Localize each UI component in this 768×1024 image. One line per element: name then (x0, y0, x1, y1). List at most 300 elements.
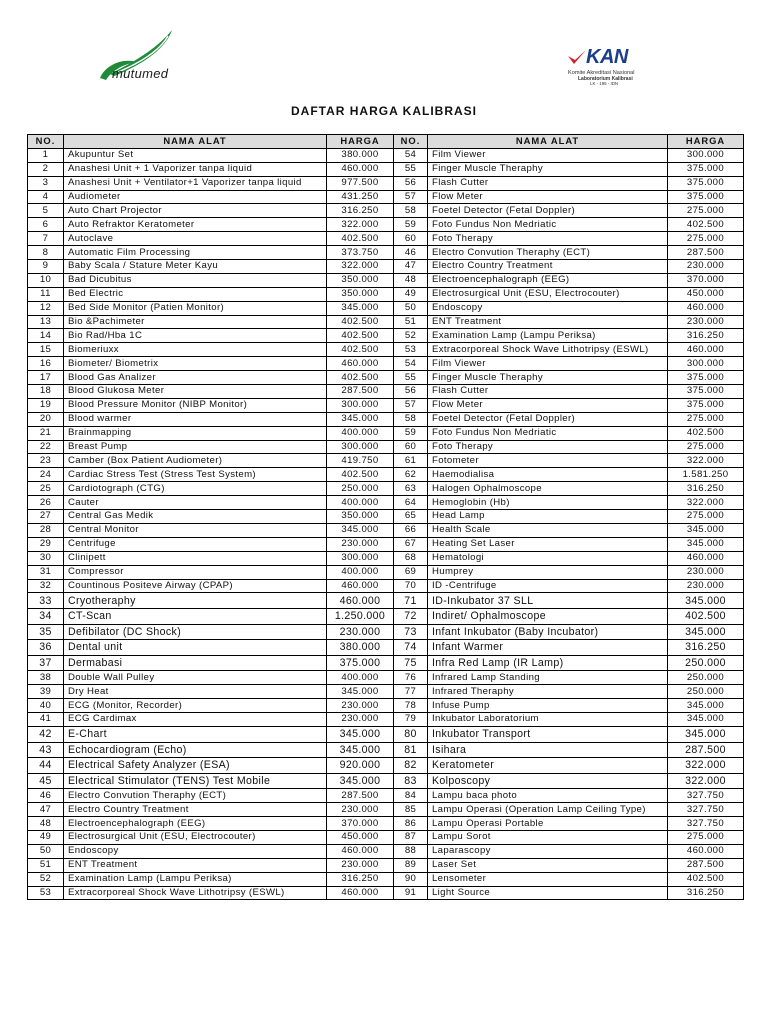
table-row (28, 176, 744, 190)
row-price-2: 327.750 (668, 817, 744, 831)
table-row (28, 671, 744, 685)
row-no: 22 (28, 440, 64, 454)
row-price-2: 460.000 (668, 343, 744, 357)
table-row (28, 440, 744, 454)
row-no: 7 (28, 232, 64, 246)
row-no: 9 (28, 260, 64, 274)
row-item-name: Bed Electric (64, 287, 327, 301)
row-no: 17 (28, 371, 64, 385)
row-no-2: 57 (394, 190, 428, 204)
table-row (28, 371, 744, 385)
row-price-2: 275.000 (668, 830, 744, 844)
row-price: 460.000 (327, 162, 394, 176)
row-item-name: Endoscopy (64, 844, 327, 858)
table-row (28, 579, 744, 593)
row-no-2: 83 (394, 773, 428, 789)
row-no-2: 61 (394, 454, 428, 468)
row-no: 18 (28, 385, 64, 399)
table-row (28, 537, 744, 551)
table-row (28, 315, 744, 329)
row-item-name-2: Inkubator Transport (428, 726, 668, 742)
row-price-2: 375.000 (668, 162, 744, 176)
row-item-name-2: Electro Convution Theraphy (ECT) (428, 246, 668, 260)
row-price-2: 230.000 (668, 315, 744, 329)
row-no: 51 (28, 858, 64, 872)
header-price: HARGA (327, 135, 394, 149)
table-row (28, 273, 744, 287)
row-price-2: 1.581.250 (668, 468, 744, 482)
row-item-name: Blood warmer (64, 412, 327, 426)
table-row (28, 301, 744, 315)
kan-lab-label: Laboratorium Kalibrasi (578, 76, 633, 82)
row-price-2: 345.000 (668, 726, 744, 742)
row-item-name-2: Laser Set (428, 858, 668, 872)
row-price-2: 402.500 (668, 218, 744, 232)
row-no: 44 (28, 758, 64, 774)
row-price: 380.000 (327, 640, 394, 656)
row-price: 230.000 (327, 713, 394, 727)
row-no: 8 (28, 246, 64, 260)
row-item-name: Electrosurgical Unit (ESU, Electrocouter) (64, 830, 327, 844)
table-row (28, 858, 744, 872)
row-no-2: 67 (394, 537, 428, 551)
row-no: 26 (28, 496, 64, 510)
header-no: NO. (28, 135, 64, 149)
row-price-2: 300.000 (668, 148, 744, 162)
table-row (28, 496, 744, 510)
row-item-name: ECG (Monitor, Recorder) (64, 699, 327, 713)
row-no-2: 84 (394, 789, 428, 803)
row-price-2: 230.000 (668, 260, 744, 274)
table-row (28, 357, 744, 371)
row-item-name-2: Lampu Sorot (428, 830, 668, 844)
kan-logo (566, 46, 656, 86)
row-price-2: 230.000 (668, 565, 744, 579)
row-item-name-2: Infuse Pump (428, 699, 668, 713)
row-item-name: Breast Pump (64, 440, 327, 454)
row-no: 35 (28, 624, 64, 640)
row-item-name: Automatic Film Processing (64, 246, 327, 260)
row-item-name: Central Monitor (64, 523, 327, 537)
row-price: 322.000 (327, 218, 394, 232)
row-item-name: Auto Refraktor Keratometer (64, 218, 327, 232)
table-row (28, 190, 744, 204)
row-item-name-2: Inkubator Laboratorium (428, 713, 668, 727)
table-row (28, 803, 744, 817)
row-item-name-2: Laparascopy (428, 844, 668, 858)
row-price-2: 402.500 (668, 426, 744, 440)
row-item-name: Cauter (64, 496, 327, 510)
row-no-2: 59 (394, 426, 428, 440)
table-row (28, 385, 744, 399)
header-name: NAMA ALAT (64, 135, 327, 149)
row-price: 230.000 (327, 803, 394, 817)
table-row (28, 218, 744, 232)
row-price-2: 345.000 (668, 523, 744, 537)
row-price-2: 230.000 (668, 579, 744, 593)
kan-check-icon (566, 48, 588, 70)
row-no: 40 (28, 699, 64, 713)
row-price: 375.000 (327, 655, 394, 671)
row-no-2: 48 (394, 273, 428, 287)
row-item-name-2: Flow Meter (428, 190, 668, 204)
row-item-name-2: Infant Inkubator (Baby Incubator) (428, 624, 668, 640)
row-price: 230.000 (327, 858, 394, 872)
row-no: 52 (28, 872, 64, 886)
row-no: 34 (28, 608, 64, 624)
row-price: 345.000 (327, 685, 394, 699)
row-item-name-2: Lensometer (428, 872, 668, 886)
row-item-name: Blood Glukosa Meter (64, 385, 327, 399)
row-item-name-2: Foto Therapy (428, 232, 668, 246)
row-item-name-2: Haemodialisa (428, 468, 668, 482)
row-item-name: Dermabasi (64, 655, 327, 671)
row-no: 48 (28, 817, 64, 831)
row-price: 345.000 (327, 301, 394, 315)
row-item-name-2: Flow Meter (428, 398, 668, 412)
row-price-2: 345.000 (668, 624, 744, 640)
row-item-name-2: Infra Red Lamp (IR Lamp) (428, 655, 668, 671)
row-no: 2 (28, 162, 64, 176)
row-price-2: 327.750 (668, 803, 744, 817)
kan-lab-code: LK - 195 - IDN (590, 81, 619, 86)
row-item-name: Double Wall Pulley (64, 671, 327, 685)
table-row (28, 685, 744, 699)
row-price: 287.500 (327, 385, 394, 399)
row-item-name-2: Finger Muscle Theraphy (428, 162, 668, 176)
row-item-name-2: ENT Treatment (428, 315, 668, 329)
row-price-2: 322.000 (668, 454, 744, 468)
row-no-2: 80 (394, 726, 428, 742)
table-row (28, 343, 744, 357)
row-no: 23 (28, 454, 64, 468)
row-item-name-2: Electro Country Treatment (428, 260, 668, 274)
row-price: 345.000 (327, 523, 394, 537)
row-price: 350.000 (327, 287, 394, 301)
price-table (27, 134, 744, 900)
row-item-name-2: Film Viewer (428, 357, 668, 371)
row-item-name: Brainmapping (64, 426, 327, 440)
row-price: 460.000 (327, 357, 394, 371)
row-no-2: 56 (394, 176, 428, 190)
row-price-2: 287.500 (668, 246, 744, 260)
row-no-2: 54 (394, 148, 428, 162)
row-price-2: 375.000 (668, 398, 744, 412)
row-item-name-2: Flash Cutter (428, 385, 668, 399)
row-price: 350.000 (327, 273, 394, 287)
row-no-2: 76 (394, 671, 428, 685)
row-item-name: Cardiac Stress Test (Stress Test System) (64, 468, 327, 482)
table-header-row (28, 135, 744, 149)
row-no-2: 54 (394, 357, 428, 371)
row-price: 316.250 (327, 872, 394, 886)
row-price: 431.250 (327, 190, 394, 204)
row-price: 400.000 (327, 426, 394, 440)
row-price: 402.500 (327, 232, 394, 246)
row-no-2: 56 (394, 385, 428, 399)
row-price-2: 275.000 (668, 412, 744, 426)
page-title: DAFTAR HARGA KALIBRASI (291, 104, 477, 118)
row-item-name-2: Light Source (428, 886, 668, 900)
row-price-2: 275.000 (668, 204, 744, 218)
table-body (28, 148, 744, 900)
row-no-2: 50 (394, 301, 428, 315)
row-item-name: Audiometer (64, 190, 327, 204)
table-row (28, 624, 744, 640)
row-item-name: Electrical Safety Analyzer (ESA) (64, 758, 327, 774)
row-price: 373.750 (327, 246, 394, 260)
row-price-2: 402.500 (668, 608, 744, 624)
row-no: 3 (28, 176, 64, 190)
row-item-name: Cardiotograph (CTG) (64, 482, 327, 496)
row-item-name: Akupuntur Set (64, 148, 327, 162)
table-row (28, 830, 744, 844)
row-no-2: 75 (394, 655, 428, 671)
table-row (28, 742, 744, 758)
row-item-name-2: Head Lamp (428, 510, 668, 524)
row-price: 300.000 (327, 398, 394, 412)
row-item-name: Dental unit (64, 640, 327, 656)
row-no-2: 87 (394, 830, 428, 844)
table-row (28, 204, 744, 218)
row-item-name-2: Lampu baca photo (428, 789, 668, 803)
row-no-2: 46 (394, 246, 428, 260)
table-row (28, 565, 744, 579)
row-item-name-2: Infrared Theraphy (428, 685, 668, 699)
row-price: 322.000 (327, 260, 394, 274)
row-no: 5 (28, 204, 64, 218)
row-no-2: 53 (394, 343, 428, 357)
row-no-2: 85 (394, 803, 428, 817)
row-item-name: Auto Chart Projector (64, 204, 327, 218)
table-row (28, 655, 744, 671)
row-price-2: 402.500 (668, 872, 744, 886)
row-price: 402.500 (327, 343, 394, 357)
row-no: 25 (28, 482, 64, 496)
row-no: 43 (28, 742, 64, 758)
row-no-2: 86 (394, 817, 428, 831)
row-item-name-2: Halogen Ophalmoscope (428, 482, 668, 496)
row-item-name-2: Lampu Operasi (Operation Lamp Ceiling Type) (428, 803, 668, 817)
row-price: 460.000 (327, 886, 394, 900)
table-row (28, 773, 744, 789)
table-row (28, 758, 744, 774)
row-item-name-2: Infrared Lamp Standing (428, 671, 668, 685)
row-item-name: Bed Side Monitor (Patien Monitor) (64, 301, 327, 315)
header-name-2: NAMA ALAT (428, 135, 668, 149)
table-row (28, 260, 744, 274)
mutumed-logo (96, 28, 206, 84)
table-row (28, 426, 744, 440)
table-row (28, 593, 744, 609)
row-no: 19 (28, 398, 64, 412)
table-row (28, 608, 744, 624)
row-item-name: Blood Gas Analizer (64, 371, 327, 385)
row-no-2: 90 (394, 872, 428, 886)
row-no: 30 (28, 551, 64, 565)
row-price-2: 375.000 (668, 371, 744, 385)
row-price-2: 316.250 (668, 482, 744, 496)
row-no-2: 64 (394, 496, 428, 510)
row-price-2: 316.250 (668, 640, 744, 656)
row-price-2: 375.000 (668, 385, 744, 399)
row-no-2: 49 (394, 287, 428, 301)
row-price: 345.000 (327, 742, 394, 758)
row-no: 47 (28, 803, 64, 817)
row-price-2: 322.000 (668, 496, 744, 510)
row-price: 402.500 (327, 371, 394, 385)
row-price: 400.000 (327, 496, 394, 510)
row-item-name: Clinipett (64, 551, 327, 565)
table-row (28, 699, 744, 713)
kan-subtitle: Komite Akreditasi Nasional (568, 70, 635, 76)
row-no: 16 (28, 357, 64, 371)
row-no: 21 (28, 426, 64, 440)
mutumed-wordmark: mutumed (112, 66, 169, 81)
row-item-name: E-Chart (64, 726, 327, 742)
row-item-name: Extracorporeal Shock Wave Lithotripsy (ESWL) (64, 886, 327, 900)
row-no-2: 88 (394, 844, 428, 858)
row-item-name-2: Foto Fundus Non Medriatic (428, 218, 668, 232)
row-price-2: 345.000 (668, 713, 744, 727)
row-price: 316.250 (327, 204, 394, 218)
row-item-name-2: Indiret/ Ophalmoscope (428, 608, 668, 624)
row-price: 1.250.000 (327, 608, 394, 624)
row-item-name: Camber (Box Patient Audiometer) (64, 454, 327, 468)
row-no: 46 (28, 789, 64, 803)
row-price-2: 275.000 (668, 232, 744, 246)
row-no-2: 60 (394, 232, 428, 246)
row-item-name-2: ID-Inkubator 37 SLL (428, 593, 668, 609)
row-no-2: 58 (394, 204, 428, 218)
row-no: 31 (28, 565, 64, 579)
row-item-name-2: Foto Fundus Non Medriatic (428, 426, 668, 440)
row-no-2: 79 (394, 713, 428, 727)
row-price: 460.000 (327, 593, 394, 609)
row-no-2: 77 (394, 685, 428, 699)
row-no: 6 (28, 218, 64, 232)
row-no-2: 47 (394, 260, 428, 274)
row-item-name-2: Kolposcopy (428, 773, 668, 789)
row-price-2: 450.000 (668, 287, 744, 301)
table-row (28, 329, 744, 343)
row-item-name-2: Foto Therapy (428, 440, 668, 454)
row-no-2: 66 (394, 523, 428, 537)
row-item-name: Bio Rad/Hba 1C (64, 329, 327, 343)
row-item-name-2: Fotometer (428, 454, 668, 468)
row-item-name: Biometer/ Biometrix (64, 357, 327, 371)
row-price: 287.500 (327, 789, 394, 803)
table-row (28, 482, 744, 496)
row-item-name: Defibilator (DC Shock) (64, 624, 327, 640)
row-no-2: 91 (394, 886, 428, 900)
row-price-2: 300.000 (668, 357, 744, 371)
row-price-2: 250.000 (668, 685, 744, 699)
row-no-2: 55 (394, 162, 428, 176)
row-price: 345.000 (327, 412, 394, 426)
row-no: 24 (28, 468, 64, 482)
row-price-2: 250.000 (668, 671, 744, 685)
row-no: 14 (28, 329, 64, 343)
row-no: 42 (28, 726, 64, 742)
row-no-2: 57 (394, 398, 428, 412)
row-item-name-2: Humprey (428, 565, 668, 579)
row-no: 1 (28, 148, 64, 162)
row-no-2: 70 (394, 579, 428, 593)
row-price: 920.000 (327, 758, 394, 774)
table-row (28, 726, 744, 742)
row-no-2: 78 (394, 699, 428, 713)
row-price: 230.000 (327, 537, 394, 551)
row-price-2: 345.000 (668, 537, 744, 551)
table-row (28, 232, 744, 246)
row-no: 38 (28, 671, 64, 685)
row-price-2: 345.000 (668, 699, 744, 713)
row-price: 460.000 (327, 844, 394, 858)
row-no: 27 (28, 510, 64, 524)
row-price: 460.000 (327, 579, 394, 593)
row-price: 230.000 (327, 624, 394, 640)
row-item-name-2: Heating Set Laser (428, 537, 668, 551)
row-no: 4 (28, 190, 64, 204)
row-price: 300.000 (327, 440, 394, 454)
row-price-2: 275.000 (668, 440, 744, 454)
table-row (28, 412, 744, 426)
row-price: 402.500 (327, 315, 394, 329)
row-item-name-2: Endoscopy (428, 301, 668, 315)
row-price: 400.000 (327, 565, 394, 579)
table-row (28, 246, 744, 260)
row-no: 45 (28, 773, 64, 789)
row-item-name: Examination Lamp (Lampu Periksa) (64, 872, 327, 886)
row-no-2: 89 (394, 858, 428, 872)
row-price-2: 287.500 (668, 742, 744, 758)
row-price-2: 250.000 (668, 655, 744, 671)
row-item-name: Electrical Stimulator (TENS) Test Mobile (64, 773, 327, 789)
row-item-name: Anashesi Unit + 1 Vaporizer tanpa liquid (64, 162, 327, 176)
row-no: 39 (28, 685, 64, 699)
row-no: 49 (28, 830, 64, 844)
table-row (28, 398, 744, 412)
row-no-2: 72 (394, 608, 428, 624)
row-price: 345.000 (327, 726, 394, 742)
table-row (28, 148, 744, 162)
header-price-2: HARGA (668, 135, 744, 149)
row-item-name-2: Foetel Detector (Fetal Doppler) (428, 412, 668, 426)
row-item-name: Dry Heat (64, 685, 327, 699)
row-price-2: 327.750 (668, 789, 744, 803)
table-row (28, 817, 744, 831)
row-price: 400.000 (327, 671, 394, 685)
table-row (28, 872, 744, 886)
row-no-2: 60 (394, 440, 428, 454)
row-no: 15 (28, 343, 64, 357)
row-no-2: 65 (394, 510, 428, 524)
row-item-name: Baby Scala / Stature Meter Kayu (64, 260, 327, 274)
row-item-name-2: Flash Cutter (428, 176, 668, 190)
row-price: 350.000 (327, 510, 394, 524)
table-row (28, 844, 744, 858)
row-no-2: 51 (394, 315, 428, 329)
row-no-2: 68 (394, 551, 428, 565)
table-row (28, 454, 744, 468)
table-row (28, 789, 744, 803)
row-price: 370.000 (327, 817, 394, 831)
row-no: 20 (28, 412, 64, 426)
row-price: 230.000 (327, 699, 394, 713)
row-item-name: Anashesi Unit + Ventilator+1 Vaporizer tanpa liquid (64, 176, 327, 190)
table-row (28, 468, 744, 482)
